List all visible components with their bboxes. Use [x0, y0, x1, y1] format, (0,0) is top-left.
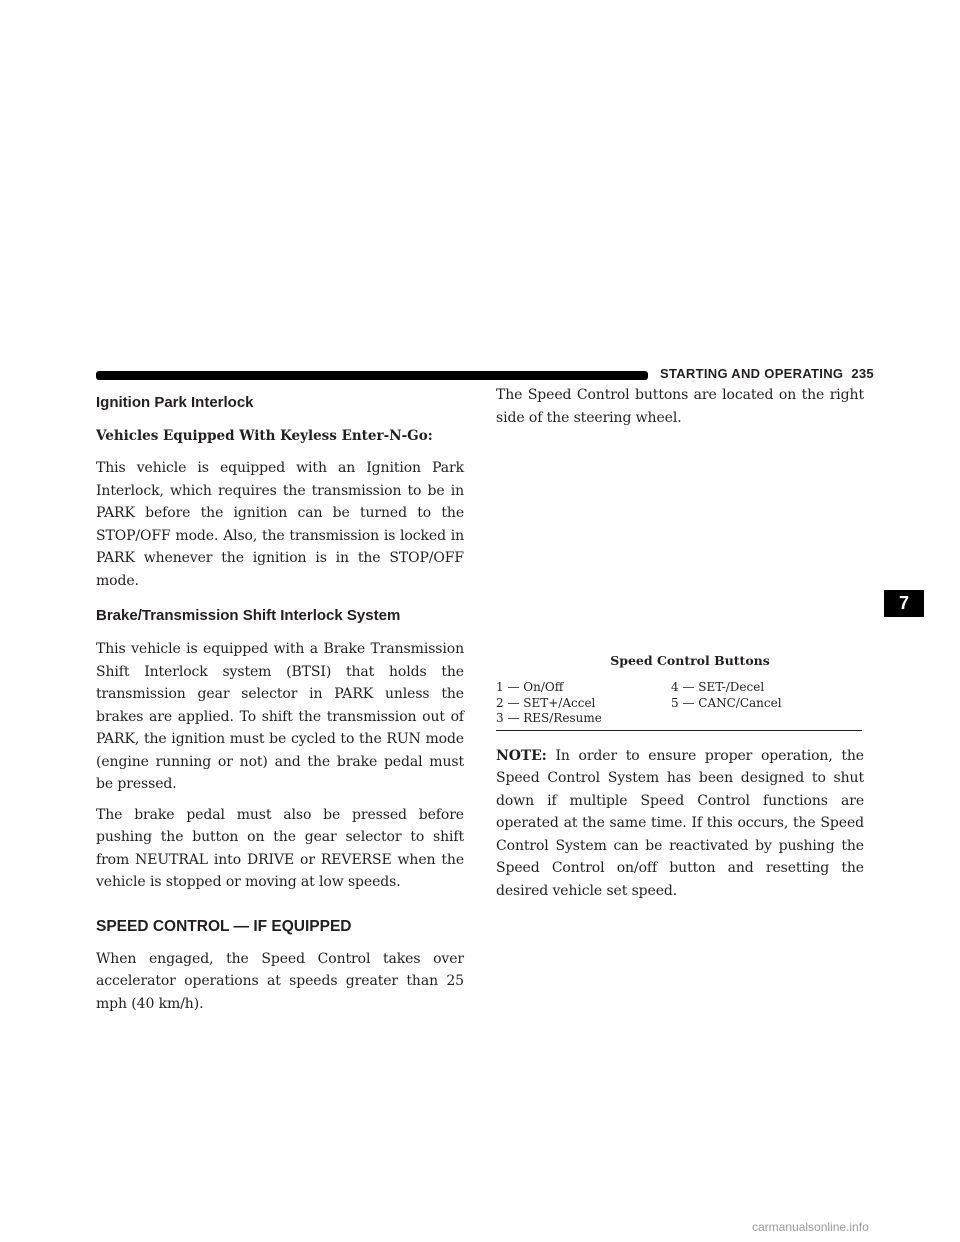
figure-legend	[496, 680, 864, 727]
legend-item: 5 — CANC/Cancel	[671, 695, 782, 710]
chapter-tab: 7	[884, 590, 924, 617]
vehicles-subhead: Vehicles Equipped With Keyless Enter-N-Go:	[96, 428, 433, 444]
note-paragraph	[496, 745, 864, 903]
ignition-heading: Ignition Park Interlock	[96, 394, 254, 411]
watermark: carmanualsonline.info	[752, 1220, 869, 1234]
page-number: 235	[851, 366, 874, 381]
speed-control-heading: SPEED CONTROL — IF EQUIPPED	[96, 917, 352, 935]
speed-control-figure	[496, 437, 864, 647]
legend-item: 4 — SET-/Decel	[671, 680, 765, 694]
btsi-paragraph-1: This vehicle is equipped with a Brake Transmission Shift Interlock system (BTSI) that holds the transmission gear selector in PARK unless the brakes are applied. To shift the transmission out of PARK, the ignition must be cycled to the RUN mode (engine running or not) and the brake pedal must be pressed.	[96, 641, 464, 792]
legend-item: 1 — On/Off	[496, 680, 564, 694]
left-column	[96, 393, 464, 1023]
note-text: In order to ensure proper operation, the Speed Control System has been designed to shut down if multiple Speed Control functions are operated at the same time. If this occurs, the Speed Control System can be reactivated by pushing the Speed Control on/off button and resetting the desired vehicle set speed.	[496, 747, 864, 899]
ignition-paragraph: This vehicle is equipped with an Ignition Park Interlock, which requires the transmission to be in PARK before the ignition can be turned to the STOP/OFF mode. Also, the transmission is locked in PARK whenever the ignition is in the STOP/OFF mode.	[96, 460, 464, 589]
figure-caption: Speed Control Buttons	[610, 653, 770, 668]
speed-control-paragraph: When engaged, the Speed Control takes over accelerator operations at speeds greater than 25 mph (40 km/h).	[96, 950, 464, 1012]
intro-paragraph: The Speed Control buttons are located on the right side of the steering wheel.	[496, 387, 864, 426]
note-label: NOTE:	[496, 747, 547, 764]
legend-item: 2 — SET+/Accel	[496, 695, 596, 710]
legend-item: 3 — RES/Resume	[496, 711, 602, 725]
legend-divider	[496, 730, 862, 731]
right-column	[496, 384, 864, 910]
btsi-heading: Brake/Transmission Shift Interlock System	[96, 607, 401, 624]
header-rule	[96, 371, 648, 380]
chapter-title: STARTING AND OPERATING	[660, 366, 844, 381]
running-head	[660, 366, 874, 381]
btsi-paragraph-2: The brake pedal must also be pressed before pushing the button on the gear selector to shift from NEUTRAL into DRIVE or REVERSE when the vehicle is stopped or moving at low speeds.	[96, 806, 464, 890]
